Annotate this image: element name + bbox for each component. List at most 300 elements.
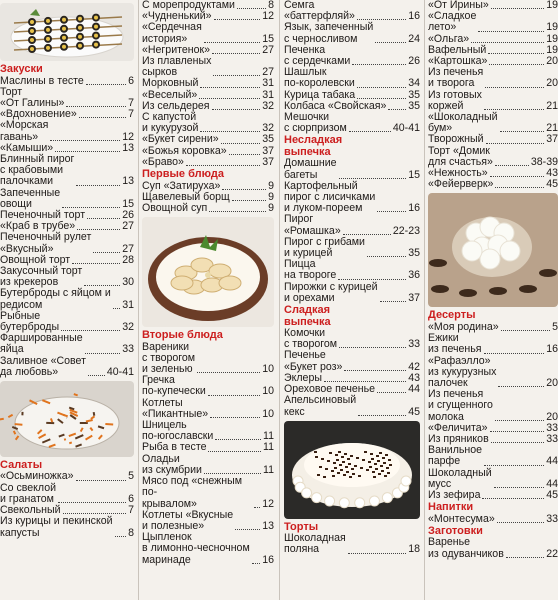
page-number: 32 xyxy=(262,122,274,135)
dot-leader xyxy=(358,415,406,416)
toc-entry[interactable] xyxy=(428,389,558,423)
recipe-title: «Букет сирени» xyxy=(142,133,219,146)
dot-leader xyxy=(348,553,406,554)
recipe-title: Пирог с грибами и курицей xyxy=(284,235,365,260)
page-number: 7 xyxy=(128,96,134,109)
recipe-title: «Фейерверк» xyxy=(428,178,494,191)
dot-leader xyxy=(324,381,406,382)
dot-leader xyxy=(200,131,260,132)
dot-leader xyxy=(63,513,127,514)
dot-leader xyxy=(210,417,260,418)
dot-leader xyxy=(380,301,407,302)
dot-leader xyxy=(500,131,545,132)
recipe-title: «Божья коровка» xyxy=(142,144,227,157)
recipe-title: Из готовых коржей xyxy=(428,88,482,112)
page-number: 22 xyxy=(546,547,558,560)
toc-entry[interactable] xyxy=(284,112,420,134)
page-number: 13 xyxy=(122,175,134,188)
skewers-photo xyxy=(0,3,134,61)
recipe-title: Со свеклой и гранатом xyxy=(0,481,57,505)
dot-leader xyxy=(115,536,127,537)
recipe-title: «Сердечная история» xyxy=(142,21,202,45)
dot-leader xyxy=(486,143,545,144)
toc-entry[interactable] xyxy=(284,181,420,215)
page-number: 31 xyxy=(262,77,274,90)
recipe-title: Овощной торт xyxy=(0,253,71,266)
toc-entry[interactable] xyxy=(142,375,274,397)
recipe-title: Из курицы и пекинской капусты xyxy=(0,515,113,539)
toc-entry[interactable] xyxy=(0,154,134,188)
recipe-title: Котлеты «Пикантные» xyxy=(142,396,209,420)
page-number: 33 xyxy=(546,432,558,445)
dot-leader xyxy=(222,189,266,190)
recipe-title: «Картошка» xyxy=(428,55,488,68)
page-number: 30 xyxy=(122,276,134,289)
toc-column-4 xyxy=(428,0,558,600)
recipe-title: Вафельный xyxy=(428,43,487,56)
toc-entry[interactable] xyxy=(142,476,274,510)
recipe-title: Пирог «Ромашка» xyxy=(284,213,341,237)
recipe-title: Шницель по-югославски xyxy=(142,419,214,443)
dot-leader xyxy=(485,87,544,88)
recipe-title: «Камыши» xyxy=(0,141,54,154)
page-number: 18 xyxy=(408,543,420,556)
dot-leader xyxy=(199,98,260,99)
toc-entry[interactable] xyxy=(428,134,558,145)
page-number: 44 xyxy=(408,383,420,396)
recipe-title: Оладьи из скумбрии xyxy=(142,452,202,476)
dot-leader xyxy=(388,109,406,110)
recipe-title: Бутерброды с яйцом и редисом xyxy=(0,287,111,311)
dot-leader xyxy=(200,87,260,88)
dot-leader xyxy=(338,279,406,280)
page-number: 34 xyxy=(408,77,420,90)
page-number: 20 xyxy=(546,55,558,68)
toc-entry[interactable] xyxy=(284,328,420,350)
page-number: 5 xyxy=(552,320,558,333)
recipe-title: «Веселый» xyxy=(142,88,198,101)
page-number: 27 xyxy=(262,66,274,79)
toc-column-1 xyxy=(0,0,134,600)
toc-entry[interactable] xyxy=(142,342,274,376)
recipe-title: «Чудненький» xyxy=(142,10,212,23)
toc-entry[interactable] xyxy=(142,532,274,566)
recipe-title: Курица табака xyxy=(284,88,356,101)
recipe-title: С капустой и кукурузой xyxy=(142,111,199,135)
dot-leader xyxy=(77,229,120,230)
page-number: 33 xyxy=(408,338,420,351)
page-number: 35 xyxy=(262,133,274,146)
dot-leader xyxy=(344,370,406,371)
page-number: 15 xyxy=(122,197,134,210)
toc-entry[interactable] xyxy=(428,514,558,525)
recipe-title: «Негритенок» xyxy=(142,43,211,56)
toc-entry[interactable] xyxy=(142,398,274,420)
recipe-title: Апельсиновый кекс xyxy=(284,394,357,418)
recipe-title: Блинный пирог с крабовыми палочками xyxy=(0,152,75,188)
dot-leader xyxy=(339,347,406,348)
page-number: 27 xyxy=(122,220,134,233)
recipe-title: Торт «От Галины» xyxy=(0,85,65,109)
dot-leader xyxy=(84,285,120,286)
toc-entry[interactable] xyxy=(142,454,274,476)
toc-entry[interactable] xyxy=(142,157,274,168)
section-heading: Напитки xyxy=(428,501,474,514)
toc-entry[interactable] xyxy=(0,356,134,378)
recipe-title: «Шоколадный бум» xyxy=(428,111,498,135)
toc-entry[interactable] xyxy=(284,67,420,89)
page-number: 6 xyxy=(128,492,134,505)
recipe-title: «Моя родина» xyxy=(428,320,499,333)
page-number: 45 xyxy=(546,178,558,191)
page-number: 22-23 xyxy=(392,224,420,237)
page-number: 10 xyxy=(262,363,274,376)
recipe-title: С морепродуктами xyxy=(142,0,235,11)
dot-leader xyxy=(491,8,544,9)
recipe-title: «Краб в трубе» xyxy=(0,220,76,233)
toc-entry[interactable] xyxy=(284,259,420,281)
recipe-title: Запеченные овощи xyxy=(0,186,61,210)
dot-leader xyxy=(212,53,260,54)
recipe-title: Печеночный торт xyxy=(0,208,86,221)
dot-leader xyxy=(482,498,544,499)
page-number: 26 xyxy=(122,208,134,221)
dot-leader xyxy=(488,53,544,54)
column-divider xyxy=(138,0,139,600)
recipe-title: Ежики из печенья xyxy=(428,332,482,356)
recipe-title: Печенье «Букет роз» xyxy=(284,349,343,373)
dot-leader xyxy=(490,431,545,432)
page-number: 37 xyxy=(262,155,274,168)
recipe-title: Фаршированные яйца xyxy=(0,332,83,356)
page-number: 21 xyxy=(546,99,558,112)
toc-entry[interactable] xyxy=(284,350,420,372)
dot-leader xyxy=(352,64,406,65)
page-number: 44 xyxy=(546,455,558,468)
toc-entry[interactable] xyxy=(0,471,134,482)
toc-entry[interactable] xyxy=(142,203,274,214)
page-number: 45 xyxy=(408,405,420,418)
page-number: 33 xyxy=(122,343,134,356)
page-number: 9 xyxy=(268,179,274,192)
page-number: 44 xyxy=(546,477,558,490)
recipe-title: Шоколадный мусс xyxy=(428,466,492,490)
dot-leader xyxy=(55,151,120,152)
dot-leader xyxy=(495,420,544,421)
recipe-title: Ореховое печенье xyxy=(284,383,376,396)
page-number: 31 xyxy=(122,298,134,311)
section-heading: Заготовки xyxy=(428,524,483,537)
page-number: 15 xyxy=(408,168,420,181)
dot-leader xyxy=(357,19,406,20)
dot-leader xyxy=(62,207,120,208)
toc-entry[interactable] xyxy=(284,22,420,44)
dot-leader xyxy=(484,353,545,354)
recipe-title: Рыбные бутерброды xyxy=(0,309,60,333)
dot-leader xyxy=(343,234,391,235)
page-number: 40-41 xyxy=(106,365,134,378)
recipe-title: Печеночный рулет «Вкусный» xyxy=(0,231,92,255)
dot-leader xyxy=(506,557,544,558)
page-number: 10 xyxy=(262,385,274,398)
dot-leader xyxy=(209,211,266,212)
recipe-title: Варенье из одуванчиков xyxy=(428,536,504,560)
toc-entry[interactable] xyxy=(284,282,420,304)
page-number: 35 xyxy=(408,247,420,260)
dot-leader xyxy=(113,308,120,309)
toc-entry[interactable] xyxy=(428,146,558,168)
recipe-title: Котлеты «Вкусные и полезные» xyxy=(142,508,234,532)
section-heading: Несладкая выпечка xyxy=(284,134,343,158)
section-heading: Закуски xyxy=(0,63,43,75)
recipe-title: Эклеры xyxy=(284,371,322,384)
recipe-title: Шашлык по-королевски xyxy=(284,66,355,90)
toc-entry[interactable] xyxy=(284,395,420,417)
dot-leader xyxy=(208,395,260,396)
dot-leader xyxy=(252,563,260,564)
page-number: 45 xyxy=(546,489,558,501)
recipe-title: «Нежность» xyxy=(428,167,488,180)
toc-entry[interactable] xyxy=(284,214,420,236)
page-number: 7 xyxy=(128,108,134,121)
page-number: 33 xyxy=(546,512,558,525)
dot-leader xyxy=(484,465,544,466)
toc-column-3 xyxy=(284,0,420,600)
dot-leader xyxy=(490,176,544,177)
toc-entry[interactable] xyxy=(0,288,134,310)
page-number: 11 xyxy=(263,430,274,443)
recipe-title: Мешочки с сюрпризом xyxy=(284,111,347,135)
recipe-title: «Монтесума» xyxy=(428,512,495,525)
recipe-title: Вареники с творогом и зеленью xyxy=(142,340,196,376)
salad-photo xyxy=(0,381,134,457)
dot-leader xyxy=(79,117,126,118)
toc-entry[interactable] xyxy=(428,179,558,190)
dot-leader xyxy=(254,507,260,508)
toc-entry[interactable] xyxy=(142,420,274,442)
toc-entry[interactable] xyxy=(428,537,558,559)
dot-leader xyxy=(377,392,406,393)
dot-leader xyxy=(208,451,261,452)
page-number: 27 xyxy=(262,43,274,56)
recipe-title: Суп «Затируха» xyxy=(142,179,221,192)
page-number: 24 xyxy=(408,32,420,45)
recipe-title: Колбаса «Свойская» xyxy=(284,99,387,112)
recipe-title: Творожный xyxy=(428,133,484,146)
page-number: 10 xyxy=(262,407,274,420)
recipe-title: Щавелевый борщ xyxy=(142,190,230,203)
page-number: 38-39 xyxy=(530,155,558,168)
page-number: 19 xyxy=(546,21,558,34)
recipe-title: «Морская гавань» xyxy=(0,119,49,143)
recipe-title: Торт «Домик для счастья» xyxy=(428,144,493,168)
dot-leader xyxy=(484,109,544,110)
toc-entry[interactable] xyxy=(142,442,274,453)
toc-entry[interactable] xyxy=(284,533,420,555)
toc-entry[interactable] xyxy=(142,78,274,89)
recipe-title: «Рафаэлло» из кукурузных палочек xyxy=(428,354,497,389)
dot-leader xyxy=(76,480,127,481)
dot-leader xyxy=(213,75,260,76)
dot-leader xyxy=(87,218,120,219)
toc-entry[interactable] xyxy=(0,483,134,505)
page-number: 9 xyxy=(268,201,274,214)
dot-leader xyxy=(61,330,120,331)
section-heading: Сладкая выпечка xyxy=(284,304,331,328)
section-heading: Десерты xyxy=(428,309,476,322)
page-number: 33 xyxy=(546,421,558,434)
dot-leader xyxy=(214,19,261,20)
dot-leader xyxy=(215,439,261,440)
dot-leader xyxy=(357,87,406,88)
toc-entry[interactable] xyxy=(142,510,274,532)
toc-entry[interactable] xyxy=(0,87,134,109)
page-number: 8 xyxy=(268,0,274,11)
recipe-title: «Феличита» xyxy=(428,421,488,434)
dot-leader xyxy=(50,140,120,141)
page-number: 19 xyxy=(546,43,558,56)
dot-leader xyxy=(375,42,406,43)
page-number: 16 xyxy=(546,343,558,356)
recipe-title: Язык, запеченный с черносливом xyxy=(284,21,374,45)
toc-entry[interactable] xyxy=(142,134,274,145)
meringue-photo xyxy=(428,193,558,307)
dot-leader xyxy=(204,42,260,43)
toc-entry[interactable] xyxy=(428,67,558,89)
toc-entry[interactable] xyxy=(428,90,558,112)
recipe-title: Овощной суп xyxy=(142,201,208,214)
dot-leader xyxy=(478,31,544,32)
recipe-title: Пицца на твороге xyxy=(284,258,337,282)
page-number: 20 xyxy=(546,77,558,90)
toc-entry[interactable] xyxy=(428,445,558,467)
dot-leader xyxy=(186,165,260,166)
dot-leader xyxy=(221,143,261,144)
toc-entry[interactable] xyxy=(0,188,134,210)
dot-leader xyxy=(72,263,120,264)
dot-leader xyxy=(377,211,406,212)
dot-leader xyxy=(489,64,544,65)
section-heading: Первые блюда xyxy=(142,168,224,181)
toc-entry[interactable] xyxy=(284,45,420,67)
toc-entry[interactable] xyxy=(142,112,274,134)
section-heading: Салаты xyxy=(0,458,43,471)
dot-leader xyxy=(85,353,121,354)
toc-entry[interactable] xyxy=(0,333,134,355)
toc-entry[interactable] xyxy=(0,516,134,538)
page-number: 32 xyxy=(262,99,274,112)
toc-entry[interactable] xyxy=(428,468,558,490)
page-number: 37 xyxy=(262,144,274,157)
recipe-title: Из плавленых сырков xyxy=(142,55,212,79)
toc-entry[interactable] xyxy=(428,356,558,390)
recipe-title: Домашние багеты xyxy=(284,157,337,181)
page-number: 9 xyxy=(268,190,274,203)
toc-entry[interactable] xyxy=(284,0,420,22)
page-number: 43 xyxy=(408,371,420,384)
recipe-title: Комочки с творогом xyxy=(284,327,338,351)
page-number: 16 xyxy=(408,202,420,215)
page-number: 13 xyxy=(122,141,134,154)
toc-entry[interactable] xyxy=(428,490,558,501)
page-number: 21 xyxy=(546,122,558,135)
toc-entry[interactable] xyxy=(284,237,420,259)
recipe-title: Маслины в тесте xyxy=(0,74,84,87)
page-number: 6 xyxy=(128,74,134,87)
recipe-title: «Сладкое лето» xyxy=(428,10,477,34)
page-number: 42 xyxy=(408,360,420,373)
page-number: 12 xyxy=(262,10,274,23)
page-number: 19 xyxy=(546,32,558,45)
page-number: 35 xyxy=(408,99,420,112)
dot-leader xyxy=(237,8,266,9)
dot-leader xyxy=(212,109,261,110)
recipe-title: Свекольный xyxy=(0,504,61,517)
toc-entry[interactable] xyxy=(142,56,274,78)
dot-leader xyxy=(494,487,545,488)
recipe-title: Гречка по-купечески xyxy=(142,374,206,398)
recipe-title: «От Ирины» xyxy=(428,0,489,11)
toc-entry[interactable] xyxy=(0,311,134,333)
recipe-title: «Браво» xyxy=(142,155,184,168)
recipe-title: Из печенья и сгущенного молока xyxy=(428,388,493,423)
recipe-title: Из пряников xyxy=(428,432,489,445)
dot-leader xyxy=(88,375,105,376)
section-heading: Торты xyxy=(284,520,319,533)
page-number: 20 xyxy=(546,376,558,389)
page-number: 19 xyxy=(546,0,558,11)
toc-entry[interactable] xyxy=(284,158,420,180)
page-number: 20 xyxy=(546,410,558,423)
toc-column-2 xyxy=(142,0,274,600)
dot-leader xyxy=(339,178,407,179)
dot-leader xyxy=(235,529,260,530)
toc-entry[interactable] xyxy=(142,22,274,44)
toc-entry[interactable] xyxy=(428,11,558,33)
dot-leader xyxy=(497,522,544,523)
page-number: 13 xyxy=(262,519,274,532)
recipe-title: Заливное «Совет да любовь» xyxy=(0,354,86,378)
dot-leader xyxy=(232,200,266,201)
dot-leader xyxy=(76,185,120,186)
section-heading: Вторые блюда xyxy=(142,329,223,342)
dot-leader xyxy=(229,154,261,155)
dot-leader xyxy=(66,106,126,107)
recipe-title: Шоколадная поляна xyxy=(284,532,346,556)
dot-leader xyxy=(501,330,550,331)
toc-entry[interactable] xyxy=(0,266,134,288)
page-number: 37 xyxy=(408,291,420,304)
toc-entry[interactable] xyxy=(428,333,558,355)
toc-entry[interactable] xyxy=(428,112,558,134)
toc-entry[interactable] xyxy=(0,120,134,142)
page-number: 40-41 xyxy=(392,122,420,135)
dot-leader xyxy=(471,42,544,43)
page-number: 16 xyxy=(262,553,274,566)
dot-leader xyxy=(498,386,544,387)
dot-leader xyxy=(204,473,261,474)
page-number: 36 xyxy=(408,269,420,282)
column-divider xyxy=(424,0,425,600)
recipe-title: Из зефира xyxy=(428,489,481,501)
page-number: 15 xyxy=(262,32,274,45)
page-number: 32 xyxy=(122,320,134,333)
page-number: 12 xyxy=(122,130,134,143)
recipe-title: «Осьминожка» xyxy=(0,470,74,483)
dot-leader xyxy=(491,442,545,443)
dot-leader xyxy=(495,187,544,188)
toc-entry[interactable] xyxy=(0,232,134,254)
